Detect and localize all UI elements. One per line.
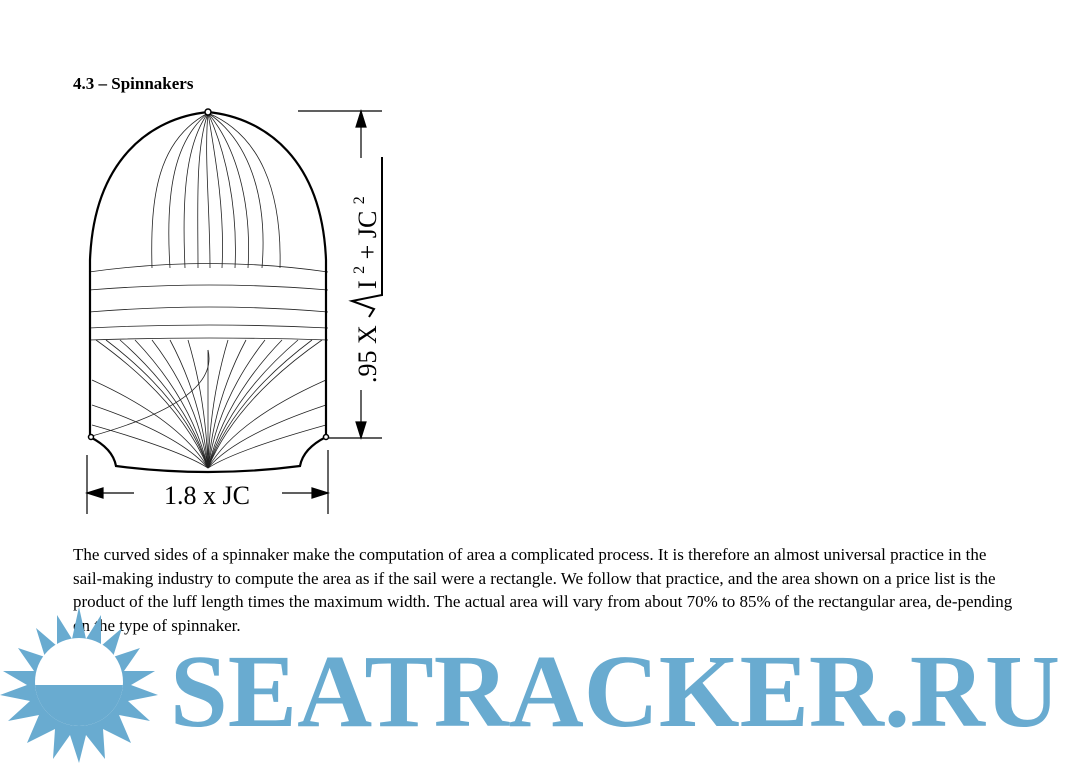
radial-line [92, 350, 209, 436]
radial-line [188, 340, 208, 468]
seam-line [208, 113, 280, 268]
height-label: .95 X [353, 325, 382, 383]
band-line [89, 264, 328, 273]
spinnaker-diagram [70, 100, 415, 525]
height-formula-sup2: 2 [351, 196, 368, 205]
radial-line [92, 380, 208, 468]
clew-ring-right [324, 435, 329, 440]
radial-line [92, 425, 208, 468]
clew-ring-left [89, 435, 94, 440]
seam-line [198, 113, 208, 268]
seam-line [207, 113, 210, 268]
band-line [89, 338, 328, 340]
band-line [89, 325, 328, 328]
head-ring [205, 109, 211, 115]
watermark [0, 603, 1080, 763]
height-formula-i: I [353, 280, 382, 289]
watermark-text: SEATRACKER.RU [170, 634, 1060, 749]
width-label: 1.8 x JC [164, 481, 250, 510]
band-line [89, 285, 328, 290]
radial-line [208, 380, 326, 468]
radial-line [135, 340, 208, 468]
width-arrow-right [312, 488, 328, 498]
band-line [89, 307, 328, 312]
body-paragraph: The curved sides of a spinnaker make the computation of area a complicated process. It is therefore an almost universal practice in the sail-making industry to compute the area as if the sail were a rectangle. We follow that practice, and the area shown on a price list is the product of the luff length times the maximum width. The actual area will vary from about 70% to 85% of the rectangular area, de-pending on the type of spinnaker. [73, 545, 1013, 636]
height-arrow-top [356, 111, 366, 127]
seam-line [184, 113, 208, 268]
radial-line [208, 340, 282, 468]
seam-line [152, 113, 208, 268]
width-arrow-left [87, 488, 103, 498]
section-heading: 4.3 – Spinnakers [73, 74, 194, 93]
sun-logo-icon [0, 607, 158, 763]
radial-line [152, 340, 208, 468]
seam-line [208, 113, 223, 268]
height-formula-sup1: 2 [351, 265, 368, 274]
height-arrow-bottom [356, 422, 366, 438]
svg-text:I 2 + JC 2 [341, 196, 382, 289]
radial-line [120, 340, 208, 468]
height-formula-jc: + JC [353, 210, 382, 260]
radial-line [208, 340, 228, 468]
